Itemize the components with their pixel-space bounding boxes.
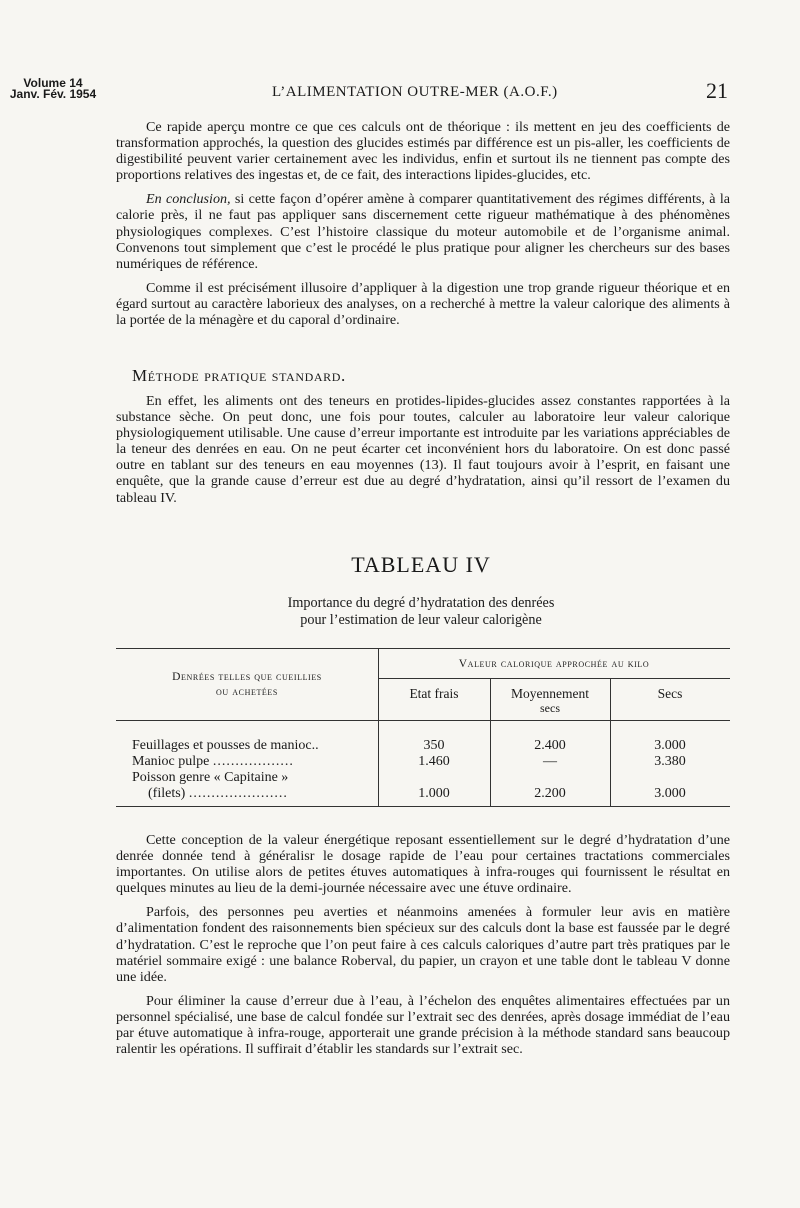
issue-date: Janv. Fév. 1954 [9, 87, 97, 101]
table-subtitle-line-2: pour l’estimation de leur valeur calorigène [300, 612, 542, 628]
row-1-fresh: 350 [423, 738, 445, 753]
paragraph-5: Parfois, des personnes peu averties et néanmoins amenées à formuler leur avis en matière d’alimentation fondent des raisonnements bien spécieux sur des calculs dont la base est faussée par le degré d’hydratation. C’est le reproche que l’on peut faire à ces calculs caloriques d’autre part très pratiques par le matériel sommaire exigé : une balance Roberval, du papier, un crayon et une table dont le tableau V donne une idée. [116, 904, 730, 985]
data-table [116, 648, 730, 808]
header-products-line-2: ou achetées [216, 686, 278, 698]
leader-dots: ...................... [188, 786, 288, 801]
row-2-label-text: Manioc pulpe [132, 754, 210, 769]
table-rule-group [378, 678, 730, 679]
paragraph-1: Ce rapide aperçu montre ce que ces calculs ont de théorique : ils mettent en jeu des coefficients de transformation approchés, la question des glucides estimés par différence est un pis-aller, les coefficients de digestibilité peuvent varier certainement avec les individus, enfin et surtout ils ne tiennent pas compte des proportions relatives des ingestas et, de ce fait, des interactions lipides-glucides, etc. [116, 119, 730, 184]
volume-label: Volume 14 [23, 76, 83, 90]
row-2-fresh: 1.460 [418, 754, 450, 769]
header-medium-dry [490, 686, 610, 716]
table-rule-bottom [116, 806, 730, 807]
conclusion-lead: En conclusion, [146, 191, 231, 208]
row-2-medium: — [543, 754, 557, 769]
row-3-label-line-2-wrap [132, 786, 288, 802]
table-subtitle-line-1: Importance du degré d’hydratation des denrées [287, 595, 555, 611]
volume-info [8, 78, 98, 100]
header-fresh: Etat frais [409, 686, 459, 701]
paragraph-2-body: si cette façon d’opérer amène à comparer quantitativement des régimes différents, à la calorie près, il ne faut pas appliquer sans discernement cette rigueur mathématique à des phénomènes physiologiques complexes. C’est l’histoire classique du moteur automobile et de l’organisme animal. Convenons tout simplement que c’est le procédé le plus pratique pour aligner les chercheurs sur des bases numériques de référence. [116, 191, 730, 272]
running-title: L’ALIMENTATION OUTRE-MER (A.O.F.) [272, 84, 558, 100]
paragraph-6: Pour éliminer la cause d’erreur due à l’eau, à l’échelon des enquêtes alimentaires effectuées par un personnel spécialisé, une base de calcul fondée sur l’extrait sec des denrées, après dosage immédiat de l’eau par étuve automatique à infra-rouge, apporterait une grande précision à la méthode standard sans beaucoup ralentir les opérations. Il suffirait d’établir les standards sur l’extrait sec. [116, 992, 730, 1058]
row-1-medium: 2.400 [534, 738, 566, 753]
header-medium-line-1: Moyennement [511, 686, 589, 701]
row-1-label: Feuillages et pousses de manioc.. [132, 738, 319, 753]
row-1-dry: 3.000 [654, 738, 686, 753]
row-3-label [132, 770, 288, 802]
header-calorific-value: Valeur calorique approchée au kilo [458, 658, 650, 670]
row-3-dry: 3.000 [654, 786, 686, 801]
page-header [0, 78, 800, 118]
method-text [116, 393, 730, 506]
section-title: Méthode pratique standard. [132, 366, 346, 385]
paragraph-2 [116, 191, 730, 271]
row-3-label-line-2: (filets) [148, 786, 186, 801]
header-products [116, 670, 378, 700]
paragraph-3: Comme il est précisément illusoire d’appliquer à la digestion une trop grande rigueur théorique et en égard surtout au caractère laborieux des analyses, on a recherché à mettre la valeur calorique des aliments à la portée de la ménagère et du caporal d’ordinaire. [116, 279, 730, 329]
table-rule-top [116, 648, 730, 649]
row-2-label [132, 754, 294, 770]
closing-text [116, 832, 730, 1057]
leader-dots: .................. [212, 754, 294, 769]
table-rule-header [116, 720, 730, 721]
row-3-label-line-1: Poisson genre « Capitaine » [132, 770, 289, 785]
table-subtitle [0, 595, 800, 629]
intro-text [116, 119, 730, 328]
page-number: 21 [706, 78, 728, 103]
paragraph-4: Cette conception de la valeur énergétique reposant essentiellement sur le degré d’hydratation d’une denrée donnée tend à généralisr le dosage rapide de l’eau pour certaines tractations commerciales importantes. On utilise alors de petites étuves automatiques à infra-rouges qui fournissent le résultat en quelques minutes au lieu de la demi-journée nécessaire avec une étuve ordinaire. [116, 832, 730, 897]
paragraph-method: En effet, les aliments ont des teneurs en protides-lipides-glucides assez constantes rapportées à la substance sèche. On peut donc, une fois pour toutes, calculer au laboratoire leur valeur calorique physiologiquement utilisable. Une cause d’erreur importante est introduite par les variations appréciables de la teneur des denrées en eau. On ne peut écarter cet inconvénient hors du laboratoire. On est donc passé outre en tablant sur des teneurs en eau moyennes (13). Il faut toujours avoir à l’esprit, en faisant une enquête, que la grande cause d’erreur est due au degré d’hydratation, ainsi qu’il ressort de l’examen du tableau IV. [116, 393, 730, 506]
header-medium-line-2: secs [540, 701, 560, 715]
header-dry: Secs [657, 686, 683, 701]
row-3-medium: 2.200 [534, 786, 566, 801]
row-2-dry: 3.380 [654, 754, 686, 769]
header-products-line-1: Denrées telles que cueillies [172, 671, 322, 683]
table-title: TABLEAU IV [351, 552, 491, 577]
row-3-fresh: 1.000 [418, 786, 450, 801]
